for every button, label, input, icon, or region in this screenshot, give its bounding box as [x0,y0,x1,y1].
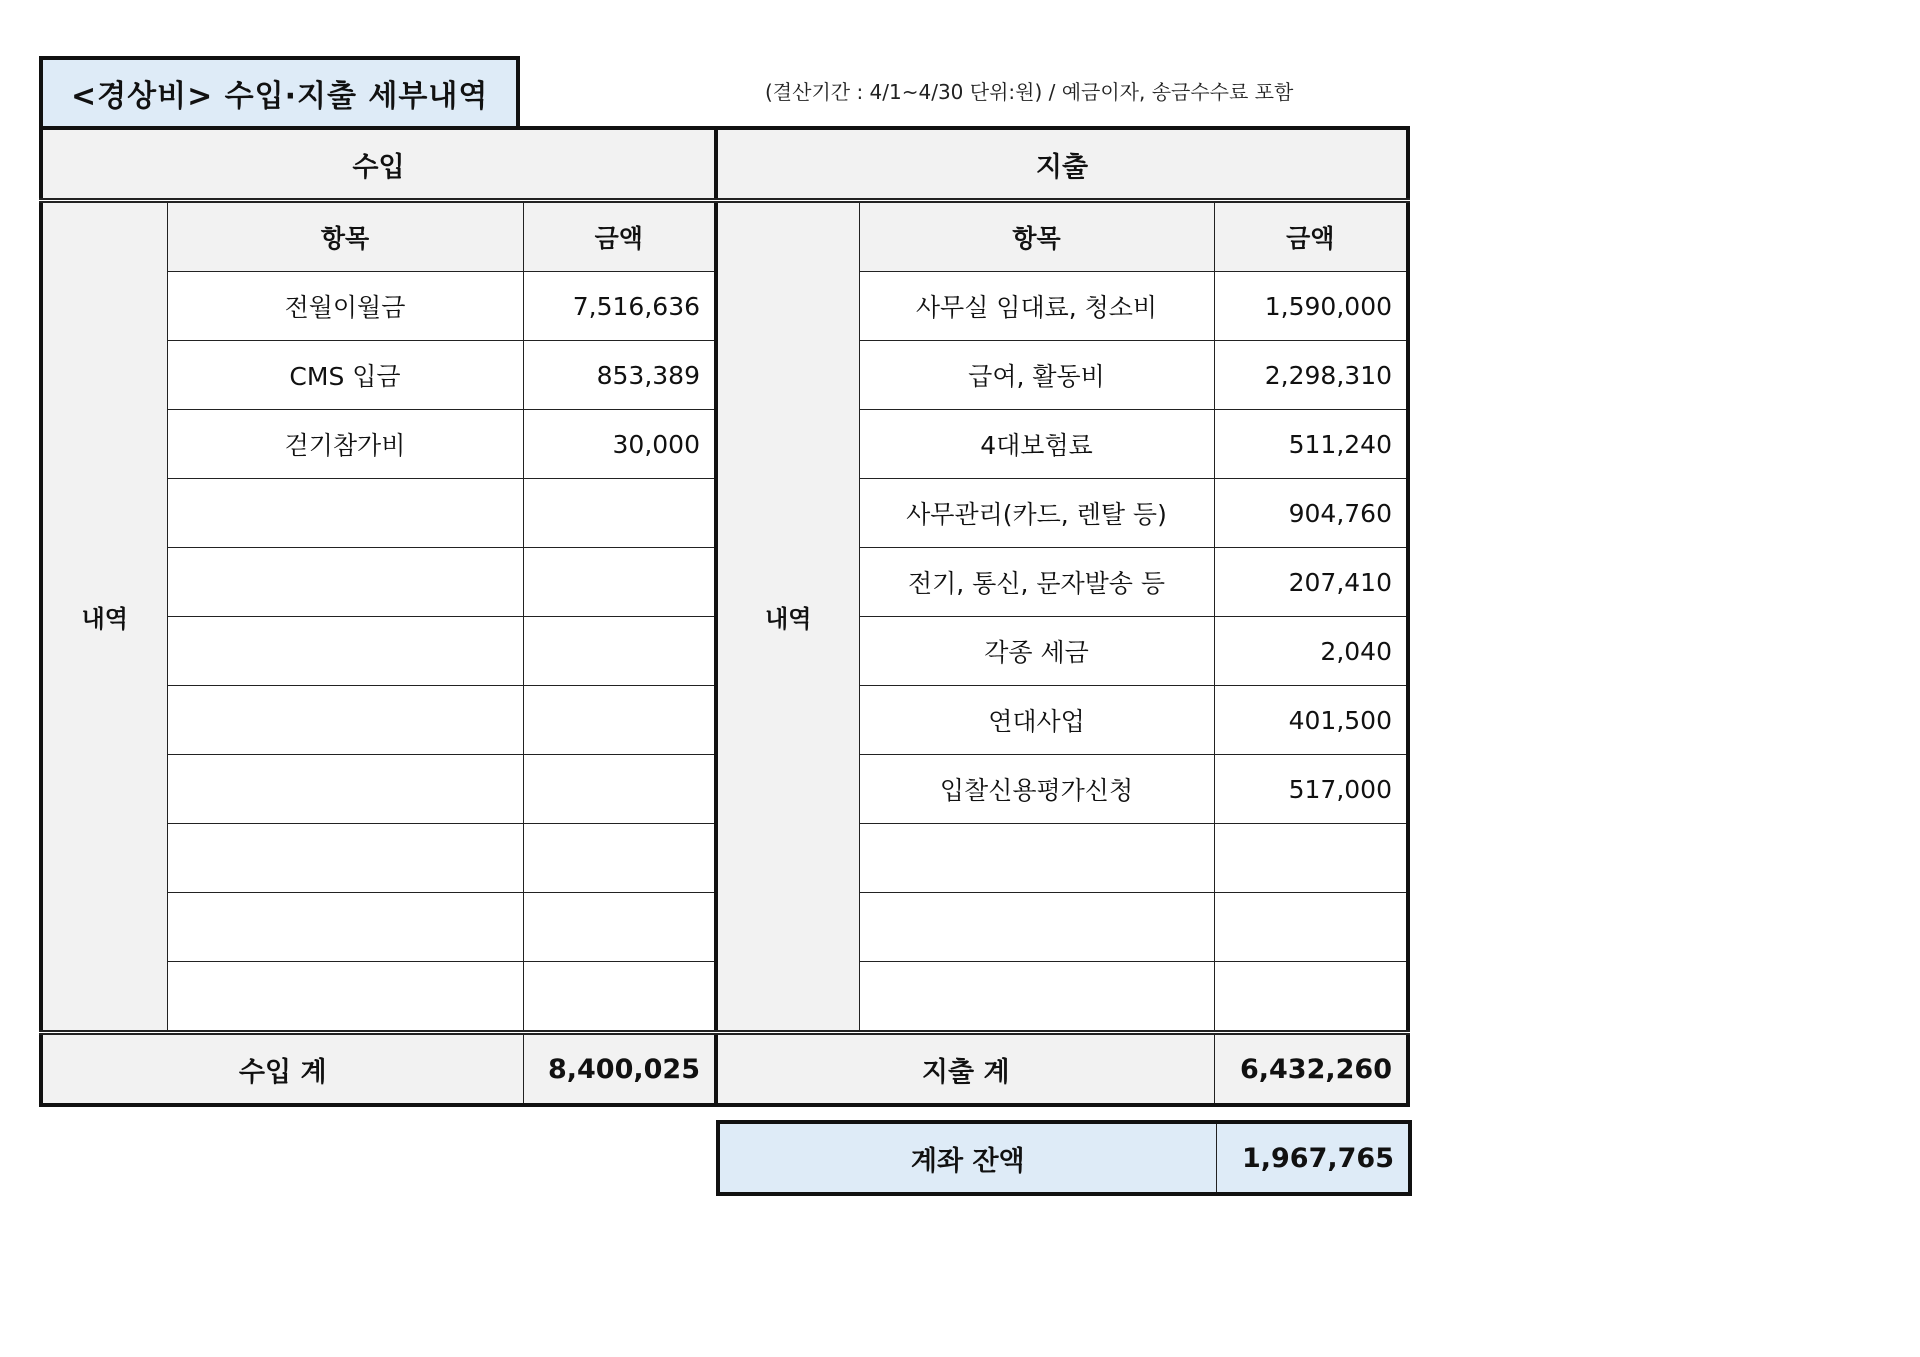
income-col-amount: 금액 [523,201,716,272]
expense-amount: 517,000 [1214,755,1408,824]
expense-amount: 511,240 [1214,410,1408,479]
income-amount [523,893,716,962]
income-total-label: 수입 계 [41,1033,523,1106]
report-title: <경상비> 수입·지출 세부내역 [39,56,520,126]
expense-item [859,962,1214,1033]
expense-col-amount: 금액 [1214,201,1408,272]
income-amount [523,755,716,824]
income-amount [523,617,716,686]
expense-amount: 207,410 [1214,548,1408,617]
expense-item: 급여, 활동비 [859,341,1214,410]
income-item: CMS 입금 [167,341,523,410]
income-amount [523,479,716,548]
expense-col-item: 항목 [859,201,1214,272]
expense-amount [1214,824,1408,893]
balance-table [716,1120,1412,1196]
expense-item: 사무실 임대료, 청소비 [859,272,1214,341]
expense-item: 전기, 통신, 문자발송 등 [859,548,1214,617]
income-expense-table [39,126,1410,1107]
expense-row-label: 내역 [716,201,859,1033]
income-amount: 853,389 [523,341,716,410]
income-item [167,617,523,686]
income-amount [523,548,716,617]
expense-item [859,824,1214,893]
income-item: 걷기참가비 [167,410,523,479]
income-item [167,548,523,617]
income-item [167,893,523,962]
income-amount [523,686,716,755]
expense-total-value: 6,432,260 [1214,1033,1408,1106]
expense-item: 각종 세금 [859,617,1214,686]
income-item: 전월이월금 [167,272,523,341]
income-item [167,824,523,893]
expense-item: 입찰신용평가신청 [859,755,1214,824]
expense-header: 지출 [716,128,1408,201]
income-amount [523,824,716,893]
income-item [167,962,523,1033]
income-item [167,479,523,548]
expense-amount: 401,500 [1214,686,1408,755]
income-amount: 7,516,636 [523,272,716,341]
expense-item: 4대보험료 [859,410,1214,479]
income-total-value: 8,400,025 [523,1033,716,1106]
total-row [41,1033,1408,1106]
income-item [167,755,523,824]
expense-item [859,893,1214,962]
income-item [167,686,523,755]
income-row-label: 내역 [41,201,167,1033]
period-note: (결산기간 : 4/1~4/30 단위:원) / 예금이자, 송금수수료 포함 [765,80,1294,104]
income-amount: 30,000 [523,410,716,479]
income-amount [523,962,716,1033]
expense-amount: 2,298,310 [1214,341,1408,410]
income-col-item: 항목 [167,201,523,272]
expense-item: 사무관리(카드, 렌탈 등) [859,479,1214,548]
expense-item: 연대사업 [859,686,1214,755]
balance-value: 1,967,765 [1216,1122,1410,1194]
expense-total-label: 지출 계 [716,1033,1214,1106]
balance-label: 계좌 잔액 [718,1122,1216,1194]
income-header: 수입 [41,128,716,201]
expense-amount [1214,893,1408,962]
expense-amount: 904,760 [1214,479,1408,548]
expense-amount [1214,962,1408,1033]
expense-amount: 1,590,000 [1214,272,1408,341]
expense-amount: 2,040 [1214,617,1408,686]
